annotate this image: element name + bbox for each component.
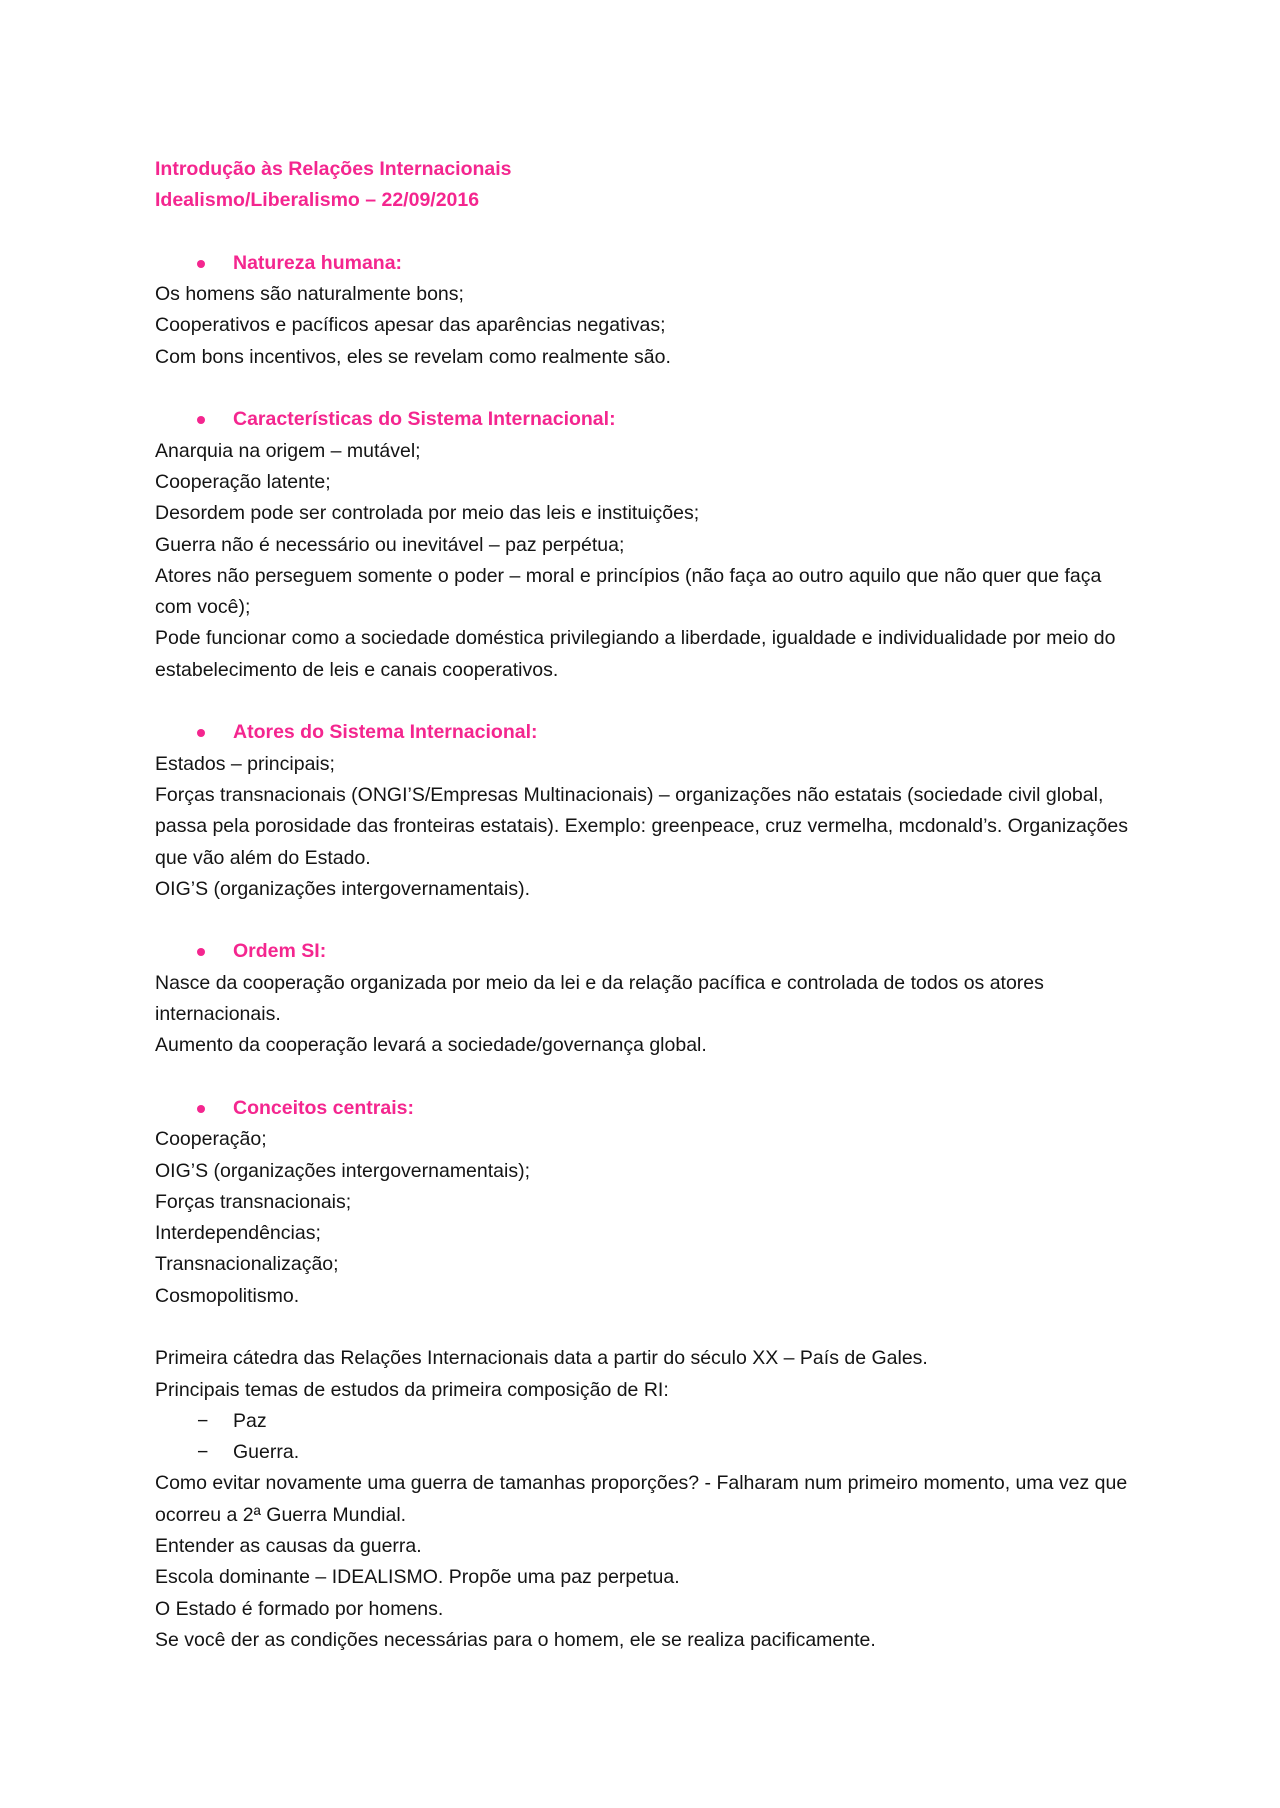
closing-outro-line: O Estado é formado por homens. — [155, 1597, 444, 1620]
section-line: Pode funcionar como a sociedade doméstica privilegiando a liberdade, igualdade e individualidade por meio do estabelecimento de leis e canais cooperativos. — [155, 627, 1116, 681]
closing-intro-line: Primeira cátedra das Relações Internacionais data a partir do século XX – País de Gales. — [155, 1347, 928, 1370]
section-line: Guerra não é necessário ou inevitável – paz perpétua; — [155, 533, 625, 556]
section-line: Estados – principais; — [155, 752, 335, 775]
section-line: Os homens são naturalmente bons; — [155, 283, 464, 306]
dash-marker: − — [197, 1441, 209, 1464]
section-heading — [155, 404, 1135, 435]
section-heading-text: Características do Sistema Internacional: — [233, 408, 616, 431]
closing-intro — [155, 1343, 1135, 1406]
dash-list-item — [155, 1437, 1135, 1468]
section-line: Cooperação; — [155, 1128, 267, 1151]
section-line: Forças transnacionais; — [155, 1190, 352, 1213]
bullet-icon — [155, 1093, 233, 1124]
bullet-icon — [155, 404, 233, 435]
section-line: Cooperativos e pacíficos apesar das aparências negativas; — [155, 314, 666, 337]
bullet-icon — [155, 936, 233, 967]
document-page — [155, 154, 1135, 1656]
closing-outro-line: Entender as causas da guerra. — [155, 1535, 422, 1558]
section-heading-text: Natureza humana: — [233, 251, 403, 274]
section-line: Nasce da cooperação organizada por meio da lei e da relação pacífica e controlada de todos os atores internacionais. — [155, 971, 1044, 1026]
section-line: Transnacionalização; — [155, 1253, 339, 1276]
sections-container — [155, 248, 1135, 1343]
section-line: Desordem pode ser controlada por meio das leis e instituições; — [155, 502, 700, 525]
dash-list-item — [155, 1406, 1135, 1437]
document-subtitle: Idealismo/Liberalismo – 22/09/2016 — [155, 189, 480, 212]
section-heading-text: Atores do Sistema Internacional: — [233, 721, 538, 744]
dash-marker: − — [197, 1409, 209, 1432]
section-line: Interdependências; — [155, 1222, 321, 1245]
section-heading-text: Conceitos centrais: — [233, 1096, 414, 1119]
section-heading — [155, 717, 1135, 748]
section-heading-text: Ordem SI: — [233, 940, 327, 963]
section-line: Cosmopolitismo. — [155, 1284, 300, 1307]
closing-section — [155, 1343, 1135, 1656]
section-line: Atores não perseguem somente o poder – moral e princípios (não faça ao outro aquilo que não quer que faça com você); — [155, 564, 1102, 619]
dash-list — [155, 1406, 1135, 1469]
closing-outro-line: Se você der as condições necessárias para o homem, ele se realiza pacificamente. — [155, 1628, 876, 1651]
closing-intro-line: Principais temas de estudos da primeira composição de RI: — [155, 1378, 669, 1401]
bullet-icon — [155, 717, 233, 748]
dash-item-text: Guerra. — [233, 1441, 300, 1464]
closing-outro — [155, 1468, 1135, 1656]
closing-outro-line: Escola dominante – IDEALISMO. Propõe uma paz perpetua. — [155, 1566, 680, 1589]
section-line: Anarquia na origem – mutável; — [155, 439, 421, 462]
section-line: OIG’S (organizações intergovernamentais). — [155, 877, 531, 900]
section-line: Aumento da cooperação levará a sociedade/governança global. — [155, 1034, 707, 1057]
section-line: Com bons incentivos, eles se revelam como realmente são. — [155, 345, 671, 368]
section-heading — [155, 936, 1135, 967]
document-title: Introdução às Relações Internacionais — [155, 158, 512, 180]
dash-item-text: Paz — [233, 1409, 267, 1432]
section-line: Cooperação latente; — [155, 470, 331, 493]
bullet-icon — [155, 248, 233, 279]
section-heading — [155, 1093, 1135, 1124]
section-line: Forças transnacionais (ONGI’S/Empresas Multinacionais) – organizações não estatais (sociedade civil global, passa pela porosidade das fronteiras estatais). Exemplo: greenpeace, cruz vermelha, mcdonald’s. Organizações que vão além do Estado. — [155, 783, 1129, 869]
section-line: OIG’S (organizações intergovernamentais); — [155, 1159, 531, 1182]
section-heading — [155, 248, 1135, 279]
closing-outro-line: Como evitar novamente uma guerra de tamanhas proporções? - Falharam num primeiro momento, uma vez que ocorreu a 2ª Guerra Mundial. — [155, 1472, 1128, 1526]
